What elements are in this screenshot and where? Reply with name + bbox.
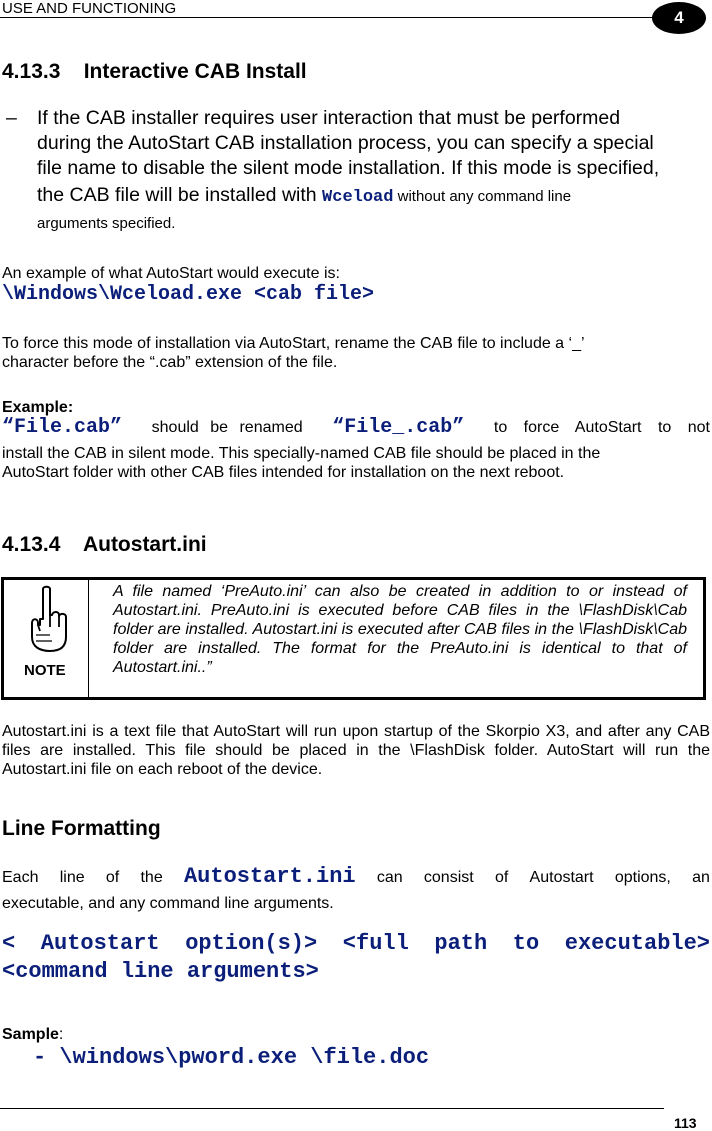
example-code-after: “File_.cab” [332, 416, 465, 439]
example-line-2: install the CAB in silent mode. This specially-named CAB file should be placed in the [2, 445, 601, 462]
force-mode-line-2: character before the “.cab” extension of the file. [2, 354, 338, 371]
bullet-line-3: file name to disable the silent mode installation. If this mode is specified, [37, 157, 660, 179]
autostart-ini-paragraph: Autostart.ini is a text file that AutoStart will run upon startup of the Skorpio X3, and after any CAB files are installed. This file should be placed in the \FlashDisk folder. AutoStart will run the Autostart.ini file on each reboot of the device. [2, 723, 710, 778]
bullet-line-4-post: without any command line [393, 188, 572, 205]
lf-word: Autostart [529, 869, 594, 886]
lf-word: options, [614, 869, 671, 886]
lf-word: can [376, 869, 403, 886]
lf-word: the [140, 869, 163, 886]
note-label: NOTE [24, 662, 66, 679]
sample-label [2, 1025, 63, 1044]
syntax-line-2: <command line arguments> [2, 959, 319, 984]
line-formatting-line-1 [2, 864, 710, 889]
line-formatting-heading: Line Formatting [2, 817, 161, 840]
note-text: A file named ‘PreAuto.ini’ can also be created in addition to or instead of Autostart.ini. PreAuto.ini is executed before CAB files in the \FlashDisk\Cab folder are installed. Autostart.ini is executed after CAB files in the \FlashDisk\Cab folder are installed. The format for the PreAuto.ini is identical to that of Autostart.ini..” [113, 583, 687, 676]
chapter-badge: 4 [652, 2, 706, 34]
bullet-line-1: If the CAB installer requires user interaction that must be performed [37, 107, 621, 129]
bullet-line-5: arguments specified. [37, 215, 176, 232]
syntax-line-1: < Autostart option(s)> <full path to executable> [2, 931, 710, 956]
example-line-1 [2, 416, 710, 439]
footer-rule [0, 1108, 664, 1109]
example-tail-text: to force AutoStart to not [493, 419, 710, 436]
bullet-line-4-pre: the CAB file will be installed with [37, 184, 323, 206]
header-rule [0, 17, 654, 18]
sample-label-text: Sample [2, 1026, 59, 1043]
force-mode-line-1: To force this mode of installation via AutoStart, rename the CAB file to include a ‘_’ [2, 335, 585, 352]
lf-word: an [692, 869, 710, 886]
sample-code: - \windows\pword.exe \file.doc [33, 1045, 430, 1070]
line-formatting-line-2: executable, and any command line arguments. [2, 895, 334, 912]
bullet-line-2: during the AutoStart CAB installation process, you can specify a special [37, 132, 654, 154]
example-code-before: “File.cab” [2, 416, 123, 439]
example-label: Example: [2, 399, 74, 416]
example-intro: An example of what AutoStart would execute is: [2, 265, 340, 282]
page-number: 113 [674, 1115, 697, 1131]
wceload-code: Wceload [322, 188, 394, 207]
section-heading-4-13-4: 4.13.4 Autostart.ini [2, 533, 207, 556]
lf-word: Each [2, 869, 39, 886]
lf-word: of [105, 869, 120, 886]
section-heading-4-13-3: 4.13.3 Interactive CAB Install [2, 60, 307, 83]
autostart-ini-code: Autostart.ini [183, 864, 356, 889]
note-divider [88, 577, 89, 700]
running-header: USE AND FUNCTIONING [2, 0, 177, 17]
bullet-dash: – [6, 107, 17, 129]
example-command: \Windows\Wceload.exe <cab file> [2, 283, 375, 306]
pointing-hand-icon [26, 585, 70, 660]
sample-colon: : [58, 1026, 64, 1043]
example-line-3: AutoStart folder with other CAB files intended for installation on the next reboot. [2, 464, 565, 481]
example-mid-text: should be renamed [151, 419, 303, 436]
bullet-line-4 [37, 183, 571, 208]
lf-word: of [494, 869, 509, 886]
lf-word: line [59, 869, 85, 886]
lf-word: consist [423, 869, 474, 886]
